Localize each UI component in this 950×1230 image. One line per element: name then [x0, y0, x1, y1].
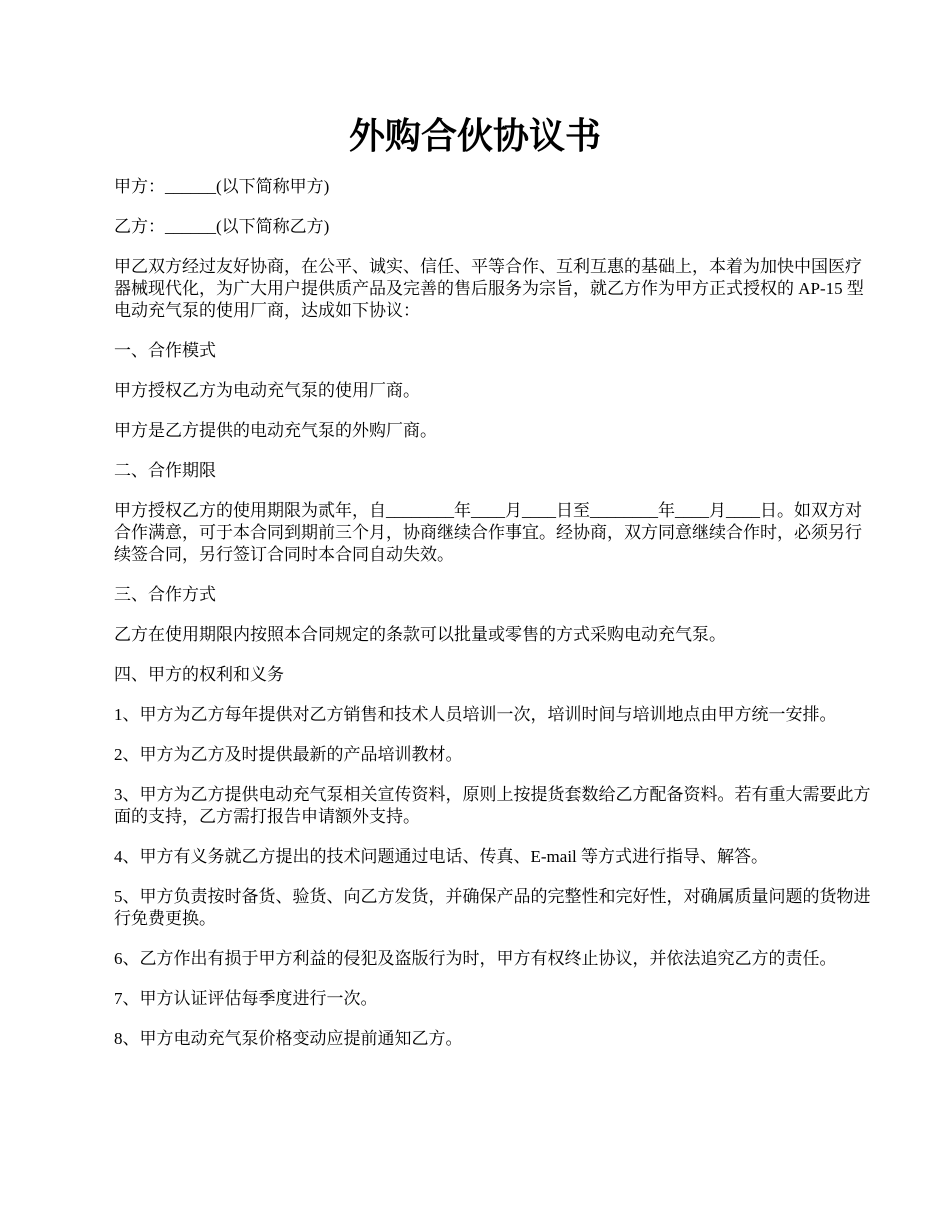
section-heading-4: 四、甲方的权利和义务 [114, 665, 284, 684]
party-b-line: 乙方：______(以下简称乙方) [114, 217, 330, 236]
party-a-line: 甲方：______(以下简称甲方) [114, 177, 330, 196]
clause-item: 8、甲方电动充气泵价格变动应提前通知乙方。 [114, 1029, 463, 1048]
paragraph: 甲方授权乙方的使用期限为贰年，自________年____月____日至________年____月____日。如双方对合作满意，可于本合同到期前三个月，协商继续合作事宜。经协商，双方同意继续合作时，必须另行续签合同，另行签订合同时本合同自动失效。 [114, 501, 862, 564]
clause-item: 2、甲方为乙方及时提供最新的产品培训教材。 [114, 745, 463, 764]
clause-item: 6、乙方作出有损于甲方利益的侵犯及盗版行为时，甲方有权终止协议，并依法追究乙方的责任。 [114, 949, 837, 968]
clause-item: 7、甲方认证评估每季度进行一次。 [114, 989, 378, 1008]
clause-item: 4、甲方有义务就乙方提出的技术问题通过电话、传真、E-mail 等方式进行指导、解答。 [114, 847, 769, 866]
paragraph: 甲方是乙方提供的电动充气泵的外购厂商。 [114, 421, 437, 440]
paragraph: 甲方授权乙方为电动充气泵的使用厂商。 [114, 381, 420, 400]
section-heading-1: 一、合作模式 [114, 341, 216, 360]
document-body [114, 176, 874, 1068]
clause-item: 1、甲方为乙方每年提供对乙方销售和技术人员培训一次，培训时间与培训地点由甲方统一安排。 [114, 705, 837, 724]
clause-item: 5、甲方负责按时备货、验货、向乙方发货，并确保产品的完整性和完好性，对确属质量问题的货物进行免费更换。 [114, 887, 871, 928]
section-heading-2: 二、合作期限 [114, 461, 216, 480]
section-heading-3: 三、合作方式 [114, 585, 216, 604]
preamble-paragraph: 甲乙双方经过友好协商，在公平、诚实、信任、平等合作、互利互惠的基础上，本着为加快中国医疗器械现代化，为广大用户提供质产品及完善的售后服务为宗旨，就乙方作为甲方正式授权的 AP-15 型电动充气泵的使用厂商，达成如下协议： [114, 257, 864, 320]
paragraph: 乙方在使用期限内按照本合同规定的条款可以批量或零售的方式采购电动充气泵。 [114, 625, 726, 644]
clause-item: 3、甲方为乙方提供电动充气泵相关宣传资料，原则上按提货套数给乙方配备资料。若有重大需要此方面的支持，乙方需打报告申请额外支持。 [114, 785, 871, 826]
document-title: 外购合伙协议书 [348, 115, 601, 157]
